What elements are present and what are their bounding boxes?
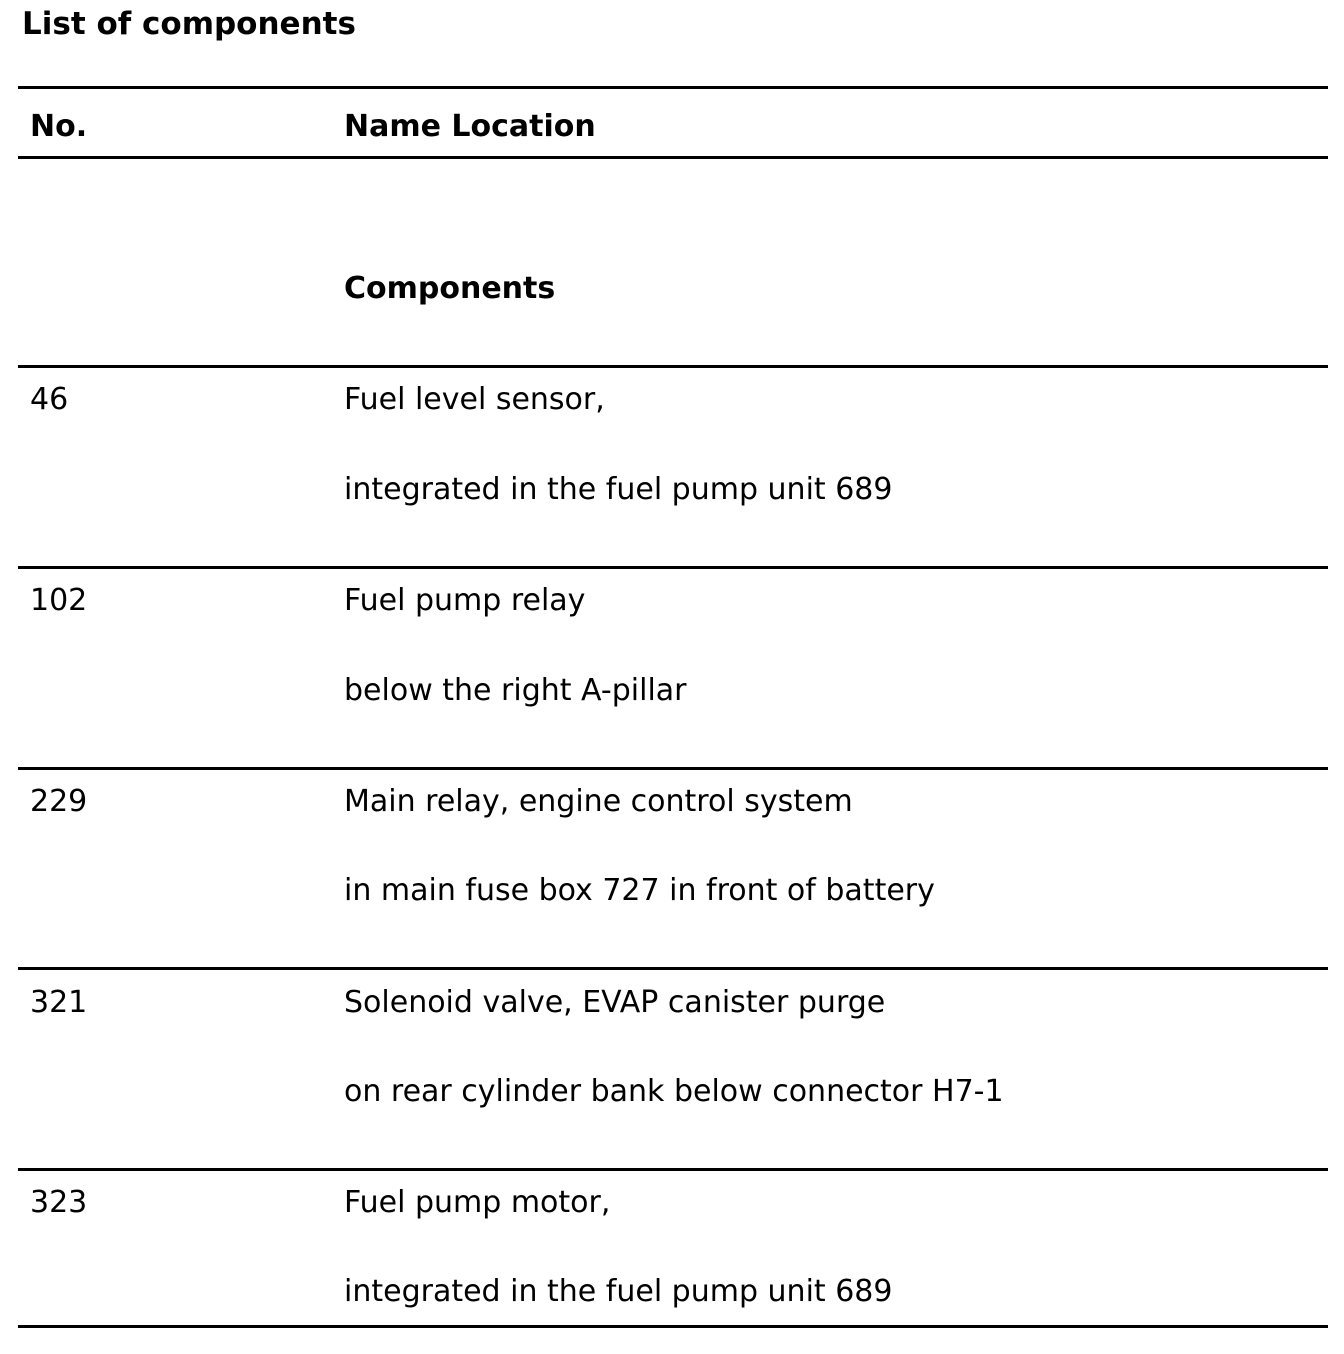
- row-number: 102: [30, 583, 88, 618]
- component-location: below the right A-pillar: [344, 673, 687, 708]
- component-location: on rear cylinder bank below connector H7-1: [344, 1074, 1004, 1109]
- component-name: Fuel level sensor,: [344, 382, 605, 417]
- row-number: 323: [30, 1185, 88, 1220]
- header-no: No.: [30, 109, 88, 144]
- row-divider: [18, 967, 1328, 970]
- header-bottom-rule: [18, 156, 1328, 159]
- row-number: 321: [30, 985, 88, 1020]
- component-location: in main fuse box 727 in front of battery: [344, 873, 935, 908]
- component-location: integrated in the fuel pump unit 689: [344, 1274, 893, 1309]
- component-name: Fuel pump motor,: [344, 1185, 611, 1220]
- row-number: 229: [30, 784, 88, 819]
- component-name: Solenoid valve, EVAP canister purge: [344, 985, 886, 1020]
- table-top-rule: [18, 86, 1328, 89]
- header-name-location: Name Location: [344, 109, 596, 144]
- row-divider: [18, 566, 1328, 569]
- row-divider: [18, 767, 1328, 770]
- table-bottom-rule: [18, 1325, 1328, 1328]
- row-number: 46: [30, 382, 69, 417]
- row-divider: [18, 1168, 1328, 1171]
- component-location: integrated in the fuel pump unit 689: [344, 472, 893, 507]
- component-name: Fuel pump relay: [344, 583, 586, 618]
- row-divider: [18, 365, 1328, 368]
- document-title: List of components: [22, 6, 356, 42]
- section-label: Components: [344, 271, 556, 306]
- component-name: Main relay, engine control system: [344, 784, 853, 819]
